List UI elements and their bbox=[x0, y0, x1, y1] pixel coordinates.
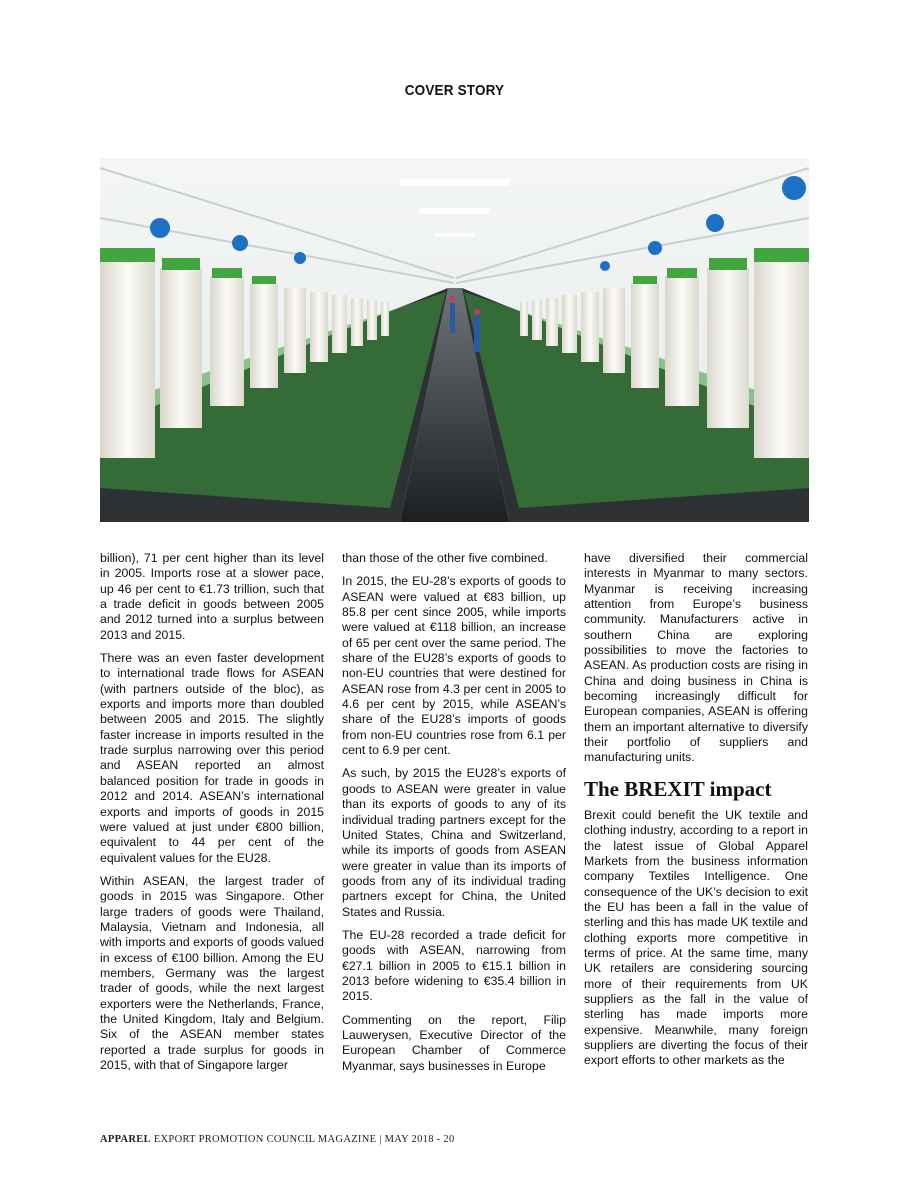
column-2 bbox=[342, 551, 566, 1082]
page-footer bbox=[100, 1134, 455, 1145]
brexit-heading: The BREXIT impact bbox=[584, 776, 772, 801]
paragraph: Commenting on the report, Filip Lauwerysen, Executive Director of the European Chamber of Commerce Myanmar, says businesses in Europe bbox=[342, 1012, 566, 1073]
textile-mill-photo-icon bbox=[100, 158, 809, 522]
paragraph: In 2015, the EU-28’s exports of goods to ASEAN were valued at €83 billion, up 85.8 per cent since 2005, while imports were valued at €118 billion, an increase of 65 per cent over the same period. The share of the EU28’s exports of goods to non-EU countries that were destined for ASEAN rose from 4.3 per cent in 2005 to 4.6 per cent by 2015, while ASEAN’s share of the EU28’s imports of goods from non-EU countries rose from 6.1 per cent to 6.9 per cent. bbox=[342, 574, 566, 758]
textile-mill-photo bbox=[100, 158, 809, 522]
column-3 bbox=[584, 551, 808, 1077]
section-header: COVER STORY bbox=[404, 82, 505, 99]
paragraph: Within ASEAN, the largest trader of goods in 2015 was Singapore. Other large traders of goods were Thailand, Malaysia, Vietnam and Indonesia, all with imports and exports of goods valued in excess of €100 billion. Among the EU members, Germany was the largest trader of goods, while the next largest exporters were the Netherlands, France, the United Kingdom, Italy and Belgium. Six of the ASEAN member states reported a trade surplus for goods in 2015, with that of Singapore larger bbox=[100, 873, 324, 1072]
footer-separator: | bbox=[376, 1134, 385, 1145]
paragraph: than those of the other five combined. bbox=[342, 551, 548, 565]
paragraph: Brexit could benefit the UK textile and clothing industry, according to a report in the latest issue of Global Apparel Markets from the business information company Textiles Intelligence. One consequence of the UK’s decision to exit the EU has been a fall in the value of sterling and this has made UK textile and clothing exports more competitive in terms of price. At the same time, many UK retailers are considering sourcing more of their requirements from UK suppliers as the fall in the value of sterling has made imports more expensive. Meanwhile, many foreign suppliers are diverting the focus of their export efforts to other markets as the bbox=[584, 807, 808, 1068]
paragraph: As such, by 2015 the EU28’s exports of goods to ASEAN were greater in value than its exports of goods to any of its individual trading partners except for the United States, China and Switzerland, while its imports of goods from ASEAN were greater in value than its imports of goods from any of its individual trading partners except for China, the United States and Russia. bbox=[342, 766, 566, 919]
article-body bbox=[100, 551, 809, 1091]
paragraph: billion), 71 per cent higher than its level in 2005. Imports rose at a slower pace, up 46 per cent to €1.73 trillion, such that a trade deficit in goods between 2005 and 2012 turned into a surplus between 2013 and 2015. bbox=[100, 551, 324, 642]
paragraph: There was an even faster development to international trade flows for ASEAN (with partners outside of the bloc), as exports and imports more than doubled between 2005 and 2015. The slightly faster increase in imports resulted in the trade surplus narrowing over this period and ASEAN reported an almost balanced position for trade in goods in 2012 and 2014. ASEAN’s international exports and imports of goods in 2015 were valued at just under €800 billion, equivalent to 44 per cent of the equivalent values for the EU28. bbox=[100, 651, 324, 865]
column-1 bbox=[100, 551, 324, 1081]
footer-issue: MAY 2018 - 20 bbox=[384, 1134, 455, 1145]
footer-brand: APPAREL bbox=[100, 1134, 151, 1145]
footer-magazine: EXPORT PROMOTION COUNCIL MAGAZINE bbox=[150, 1134, 377, 1145]
paragraph: The EU-28 recorded a trade deficit for goods with ASEAN, narrowing from €27.1 billion in 2005 to €15.1 billion in 2013 before widening to €35.4 billion in 2015. bbox=[342, 927, 566, 1004]
paragraph: have diversified their commercial interests in Myanmar to many sectors. Myanmar is receiving increasing attention from Europe’s business community. Manufacturers active in southern China are exploring possibilities to move the factories to ASEAN. As production costs are rising in China and doing business in China is becoming increasingly difficult for European companies, ASEAN is offering them an important alternative to diversify their portfolio of suppliers and manufacturing units. bbox=[584, 551, 808, 765]
